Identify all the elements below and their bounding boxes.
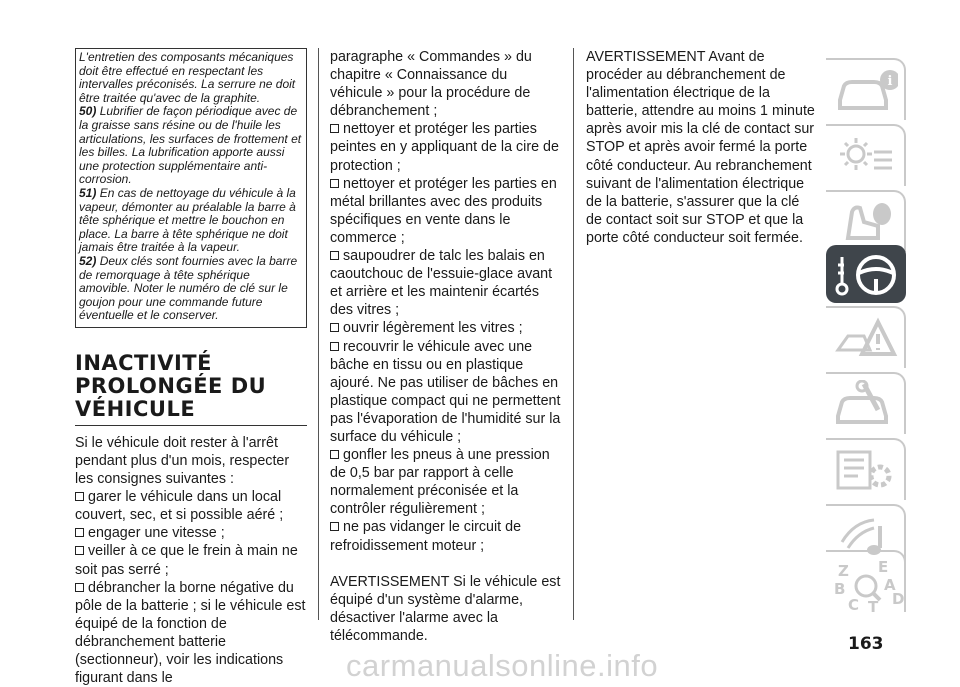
- checkbox-bullet-icon: [75, 528, 84, 537]
- notes-box: [75, 48, 307, 328]
- checkbox-bullet-icon: [330, 124, 339, 133]
- section-heading: [75, 352, 307, 426]
- list-item: [330, 319, 562, 337]
- list-item: [75, 524, 307, 542]
- index-search-icon: [834, 558, 906, 614]
- checkbox-bullet-icon: [330, 251, 339, 260]
- chapter-tab-safety[interactable]: [826, 190, 906, 252]
- chapter-tab-index[interactable]: [826, 550, 906, 612]
- index-letter: B: [834, 580, 846, 598]
- list-item-text: nettoyer et protéger les parties en métal brillantes avec des produits spécifiques en vente dans le commerce ;: [330, 175, 557, 246]
- note-number: 52): [79, 253, 97, 268]
- list-item: [330, 446, 562, 518]
- chapter-tab-maintenance[interactable]: [826, 372, 906, 434]
- checkbox-bullet-icon: [330, 179, 339, 188]
- list-item: [330, 518, 562, 554]
- checkbox-bullet-icon: [330, 522, 339, 531]
- warning-battery: AVERTISSEMENT Avant de procéder au débranchement de l'alimentation électrique de la batterie, attendre au moins 1 minute après avoir mis la clé de contact sur STOP et après avoir fermé la porte côté conducteur. Au rebranchement suivant de l'alimentation électrique de la batterie, s'assurer que la clé de contact soit sur STOP et que la porte côté conducteur soit fermée.: [586, 49, 815, 246]
- index-letter: Z: [838, 562, 849, 580]
- list-item-text: gonfler les pneus à une pression de 0,5 bar par rapport à celle normalement préconisée et la contrôler régulièrement ;: [330, 447, 550, 518]
- warning-triangle-icon: [834, 314, 898, 364]
- note-number: 50): [79, 104, 97, 119]
- key-steering-wheel-icon: [834, 251, 898, 297]
- list-item-text: nettoyer et protéger les parties peintes en y appliquant de la cire de protection ;: [330, 121, 559, 174]
- heading-line: PROLONGÉE DU: [75, 373, 267, 398]
- note-text: Deux clés sont fournies avec la barre de remorquage à tête sphérique amovible. Noter le numéro de clé sur le goujon pour une commande future éventuelle et le conserver.: [79, 253, 298, 323]
- list-item-text: débrancher la borne négative du pôle de la batterie ; si le véhicule est équipé de la fonction de débranchement batterie (sectionneur), voir les indications figurant dans le: [75, 579, 306, 687]
- chapter-tab-starting-driving[interactable]: [826, 245, 906, 303]
- checkbox-bullet-icon: [75, 492, 84, 501]
- spacer: [330, 555, 562, 573]
- list-item: [330, 247, 562, 319]
- note-52: [79, 255, 303, 323]
- index-letter: D: [892, 590, 905, 608]
- note-51: [79, 187, 303, 255]
- list-item: [75, 579, 307, 687]
- note-text: L'entretien des composants mécaniques doit être effectué en respectant les intervalles préconisés. La serrure ne doit être traitée qu'avec de la graphite.: [79, 50, 296, 105]
- warning-alarm: AVERTISSEMENT Si le véhicule est équipé d'un système d'alarme, désactiver l'alarme avec la télécommande.: [330, 573, 561, 644]
- gear-specs-icon: [834, 446, 898, 496]
- note-intro: [79, 51, 303, 105]
- list-item: [75, 488, 307, 524]
- column-right: [586, 48, 818, 247]
- note-text: En cas de nettoyage du véhicule à la vapeur, démonter au préalable la barre à tête sphérique et mettre le bouchon en place. La barre à tête sphérique ne doit jamais être traitée à la vapeur.: [79, 185, 296, 255]
- column-left: [75, 48, 307, 687]
- chapter-tab-technical[interactable]: [826, 438, 906, 500]
- list-item-text: engager une vitesse ;: [88, 525, 225, 542]
- note-50: [79, 105, 303, 187]
- checkbox-bullet-icon: [330, 450, 339, 459]
- continued-paragraph: paragraphe « Commandes » du chapitre « Connaissance du véhicule » pour la procédure de débranchement ;: [330, 49, 532, 120]
- list-item-text: saupoudrer de talc les balais en caoutchouc de l'essuie-glace avant et arrière et les maintenir écartés des vitres ;: [330, 248, 553, 319]
- index-letter: T: [868, 598, 879, 614]
- heading-line: INACTIVITÉ: [75, 350, 212, 375]
- car-info-icon: [834, 66, 898, 116]
- page-number: 163: [848, 634, 884, 654]
- column-middle: [330, 48, 562, 645]
- watermark: carmanualsonline.info: [346, 648, 659, 683]
- index-letter: C: [848, 596, 860, 614]
- airbag-seat-icon: [834, 198, 898, 248]
- svg-text:i: i: [887, 74, 893, 89]
- note-text: Lubrifier de façon périodique avec de la graisse sans résine ou de l'huile les articulations, les surfaces de frottement et les billes. La lubrification apporte aussi une protection supplémentaire anti-corrosion.: [79, 104, 302, 187]
- list-item-text: ouvrir légèrement les vitres ;: [343, 320, 523, 337]
- checkbox-bullet-icon: [330, 323, 339, 332]
- checkbox-bullet-icon: [330, 342, 339, 351]
- column-divider: [573, 48, 574, 620]
- index-letter: A: [884, 576, 896, 594]
- list-item: [330, 338, 562, 447]
- chapter-tab-emergency[interactable]: [826, 306, 906, 368]
- checkbox-bullet-icon: [75, 546, 84, 555]
- list-item: [330, 175, 562, 247]
- list-item-text: veiller à ce que le frein à main ne soit pas serré ;: [75, 543, 298, 578]
- list-item: [75, 542, 307, 578]
- intro-paragraph: Si le véhicule doit rester à l'arrêt pendant plus d'un mois, respecter les consignes suivantes :: [75, 434, 290, 488]
- chapter-tab-dashboard[interactable]: [826, 124, 906, 186]
- index-letter: E: [878, 558, 889, 576]
- column-divider: [318, 48, 319, 620]
- list-item-text: garer le véhicule dans un local couvert, sec, et si possible aéré ;: [75, 489, 284, 524]
- checkbox-bullet-icon: [75, 583, 84, 592]
- list-item: [330, 120, 562, 174]
- heading-line: VÉHICULE: [75, 396, 196, 421]
- chapter-tab-car-info[interactable]: [826, 58, 906, 120]
- list-item-text: ne pas vidanger le circuit de refroidissement moteur ;: [330, 519, 522, 554]
- dashboard-lights-icon: [834, 132, 898, 182]
- note-number: 51): [79, 185, 97, 200]
- wrench-car-icon: [834, 380, 898, 430]
- list-item-text: recouvrir le véhicule avec une bâche en tissu ou en plastique ajouré. Ne pas utiliser de bâches en plastique compact qui ne permettent pas l'évaporation de l'humidité sur la surface du véhicule ;: [330, 338, 561, 445]
